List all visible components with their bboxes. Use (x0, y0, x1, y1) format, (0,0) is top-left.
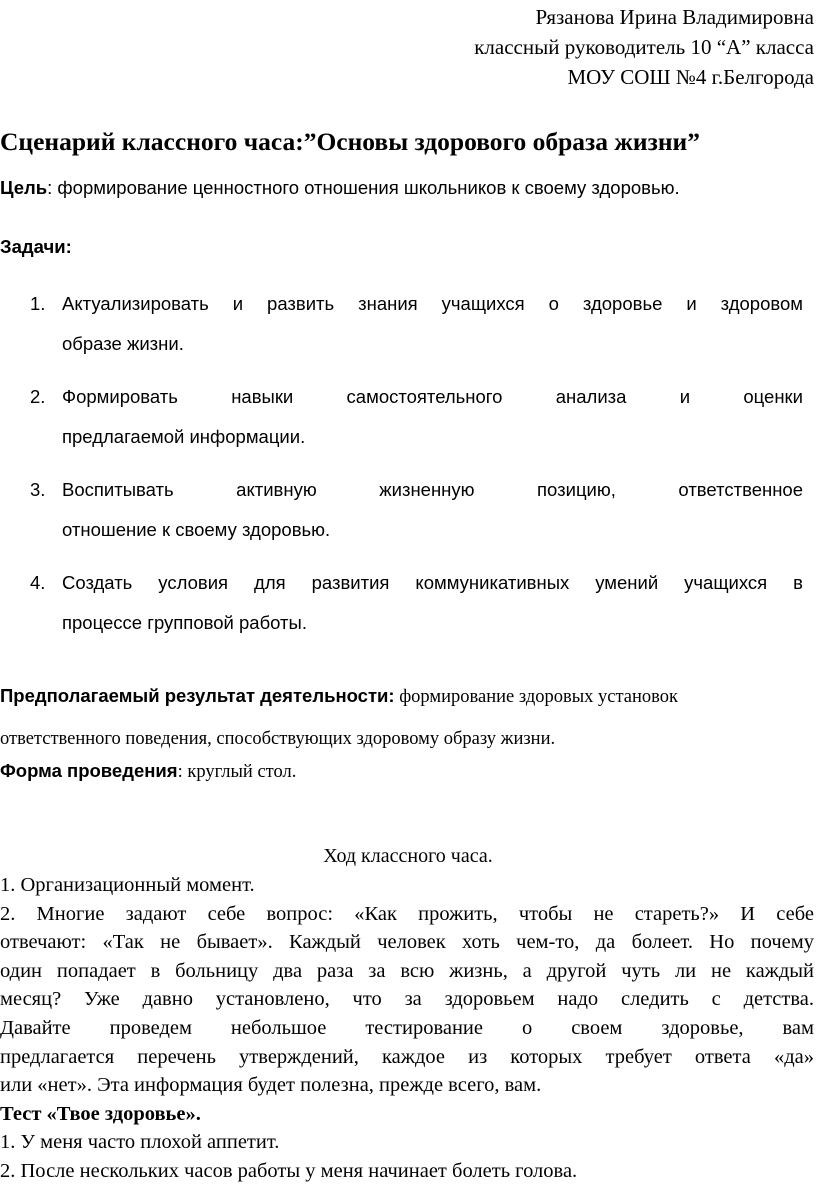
result-text: формирование здоровых установок (394, 687, 678, 707)
course-heading: Ход классного часа. (323, 845, 493, 867)
result-text-cont: ответственного поведения, способствующих здоровому образу жизни. (0, 729, 556, 749)
task-item (0, 470, 803, 550)
expected-result (0, 675, 815, 760)
task-number: 1. (30, 293, 46, 314)
tasks-heading: Задачи: (0, 236, 72, 257)
goal-line (0, 177, 680, 199)
body-line: 1. Организационный момент. (0, 874, 255, 896)
task-line: Формировать навыки самостоятельного анализа и оценки (62, 386, 803, 407)
test-heading-text: Тест «Твое здоровье». (0, 1102, 201, 1125)
result-label: Предполагаемый результат деятельности: (0, 685, 395, 706)
task-line: образе жизни. (62, 333, 184, 354)
task-number: 2. (30, 386, 46, 407)
author-name: Рязанова Ирина Владимировна (535, 5, 814, 29)
task-line: отношение к своему здоровью. (62, 519, 331, 540)
body-line: месяц? Уже давно установлено, что за здоровьем надо следить с детства. (0, 988, 814, 1011)
document-title: Сценарий классного часа:”Основы здорового образа жизни” (0, 127, 700, 156)
body-line: отвечают: «Так не бывает». Каждый человек хоть чем-то, да болеет. Но почему (0, 931, 814, 954)
task-line: Создать условия для развития коммуникативных умений учащихся в (62, 572, 803, 593)
body-line: 2. Многие задают себе вопрос: «Как прожить, чтобы не стареть?» И себе (0, 902, 814, 925)
test-heading (0, 1100, 814, 1129)
task-line: процессе групповой работы. (62, 612, 307, 633)
task-line: Воспитывать активную жизненную позицию, ответственное (62, 479, 803, 500)
form-label: Форма проведения (0, 760, 178, 781)
task-item (0, 284, 803, 364)
body-line: предлагается перечень утверждений, каждое из которых требует ответа «да» (0, 1045, 814, 1068)
test-item: 1. У меня часто плохой аппетит. (0, 1131, 280, 1154)
author-block (474, 2, 814, 92)
author-school: МОУ СОШ №4 г.Белгорода (567, 65, 814, 89)
task-line: предлагаемой информации. (62, 426, 306, 447)
body-line: Давайте проведем небольшое тестирование о своем здоровье, вам (0, 1016, 814, 1039)
task-number: 4. (30, 572, 46, 593)
task-item (0, 377, 803, 457)
body-line: или «нет». Эта информация будет полезна, прежде всего, вам. (0, 1074, 542, 1097)
tasks-list (0, 284, 803, 656)
goal-text: : формирование ценностного отношения школьников к своему здоровью. (47, 177, 680, 198)
goal-label: Цель (0, 177, 48, 198)
course-body (0, 871, 814, 1186)
task-line: Актуализировать и развить знания учащихся о здоровье и здоровом (62, 293, 803, 314)
task-item (0, 563, 803, 643)
task-number: 3. (30, 479, 46, 500)
author-role: классный руководитель 10 “А” класса (474, 35, 814, 59)
form-text: : круглый стол. (177, 762, 297, 782)
body-line: один попадает в больницу два раза за всю жизнь, а другой чуть ли не каждый (0, 959, 814, 982)
form-line (0, 760, 296, 783)
test-item: 2. После нескольких часов работы у меня начинает болеть голова. (0, 1159, 578, 1182)
